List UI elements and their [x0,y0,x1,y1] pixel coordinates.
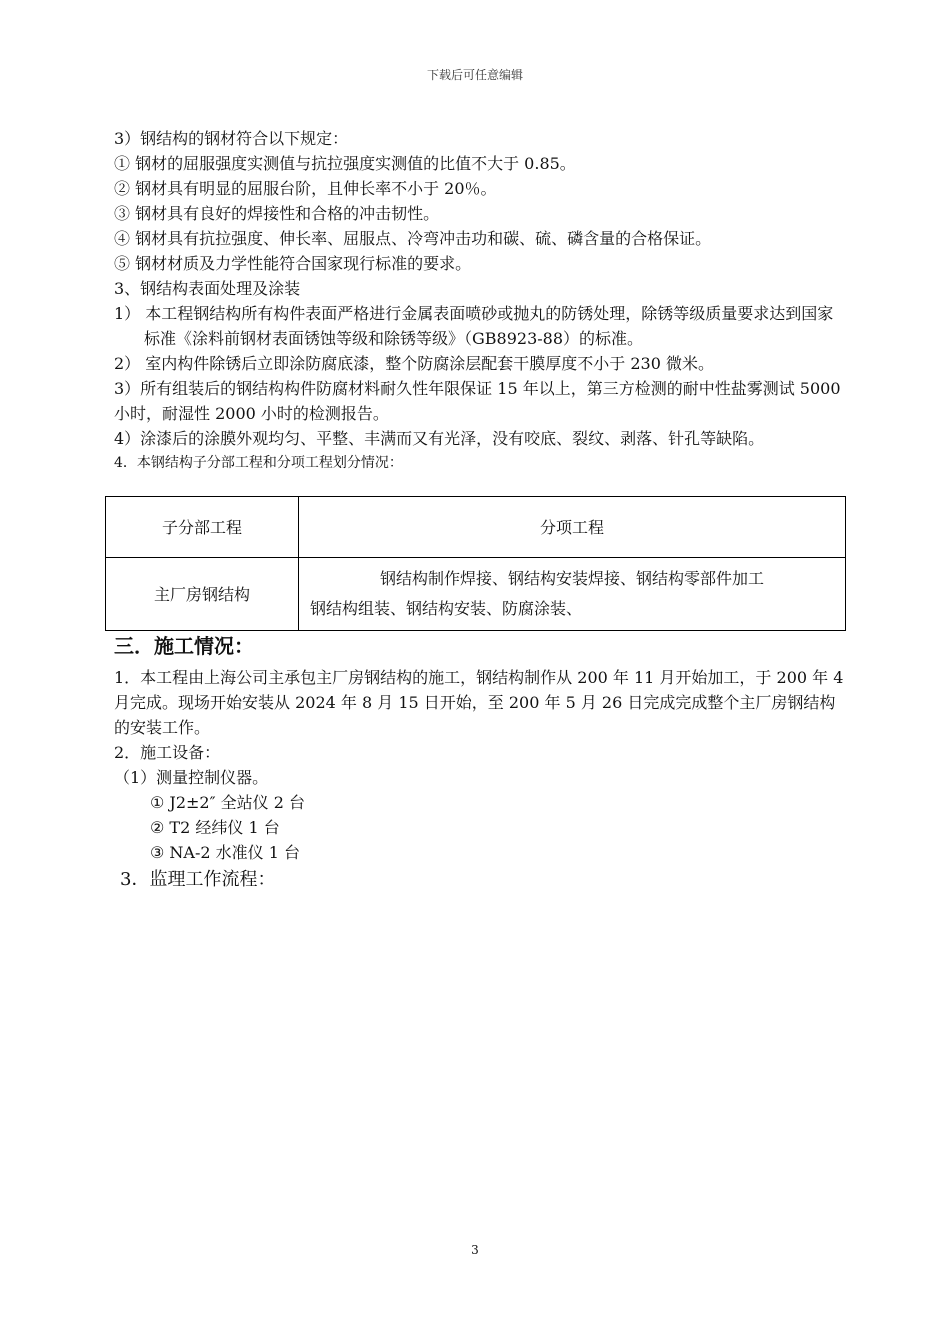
document-body [114,126,846,895]
surface-treatment-heading: 3、钢结构表面处理及涂装 [114,279,301,298]
division-heading: 4．本钢结构子分部工程和分项工程划分情况： [114,455,403,471]
instrument-item: ① J2±2″ 全站仪 2 台 [150,793,306,812]
subsection-title: 3．监理工作流程： [120,869,276,890]
table-header-cell: 子分部工程 [106,497,299,558]
steel-rules-intro: 3）钢结构的钢材符合以下规定： [114,129,349,148]
division-table [105,496,846,631]
construction-paragraph: 1．本工程由上海公司主承包主厂房钢结构的施工，钢结构制作从 200 年 11 月开始加工，于 200 年 4 月完成。现场开始安装从 2024 年 8 月 15 日开始，至 200 年 5 月 26 日完成完成整个主厂房钢结构的安装工作。 [114,668,844,737]
table-header-cell: 分项工程 [299,497,846,558]
surface-item-2: 2） 室内构件除锈后立即涂防腐底漆，整个防腐涂层配套干膜厚度不小于 230 微米。 [114,354,714,373]
steel-rule-2: ② 钢材具有明显的屈服台阶，且伸长率不小于 20％。 [114,179,497,198]
surface-item-1: 1） 本工程钢结构所有构件表面严格进行金属表面喷砂或抛丸的防锈处理，除锈等级质量要求达到国家标准《涂料前钢材表面锈蚀等级和除锈等级》（GB8923-88）的标准。 [114,304,834,348]
surface-item-4: 4）涂漆后的涂膜外观均匀、平整、丰满而又有光泽，没有咬底、裂纹、剥落、针孔等缺陷。 [114,429,765,448]
page-header: 下载后可任意编辑 [426,68,523,82]
surface-item-3: 3）所有组装后的钢结构构件防腐材料耐久性年限保证 15 年以上，第三方检测的耐中性盐雾测试 5000 小时，耐湿性 2000 小时的检测报告。 [114,379,841,423]
steel-rule-3: ③ 钢材具有良好的焊接性和合格的冲击韧性。 [114,204,440,223]
table-cell-line: 钢结构制作焊接、钢结构安装焊接、钢结构零部件加工 [379,569,764,588]
table-cell [299,558,846,631]
page-number: 3 [471,1243,479,1257]
instrument-item: ③ NA-2 水准仪 1 台 [150,843,301,862]
steel-rule-1: ① 钢材的屈服强度实测值与抗拉强度实测值的比值不大于 0.85。 [114,154,576,173]
survey-instruments-heading: （1）测量控制仪器。 [114,768,269,787]
table-row [106,558,846,631]
table-cell-line: 钢结构组装、钢结构安装、防腐涂装、 [310,599,583,618]
instrument-item: ② T2 经纬仪 1 台 [150,818,280,837]
steel-rule-4: ④ 钢材具有抗拉强度、伸长率、屈服点、冷弯冲击功和碳、硫、磷含量的合格保证。 [114,229,712,248]
table-cell: 主厂房钢结构 [106,558,299,631]
equipment-heading: 2．施工设备： [114,743,221,762]
section-title: 三．施工情况： [114,634,254,658]
steel-rule-5: ⑤ 钢材材质及力学性能符合国家现行标准的要求。 [114,254,472,273]
table-header-row [106,497,846,558]
